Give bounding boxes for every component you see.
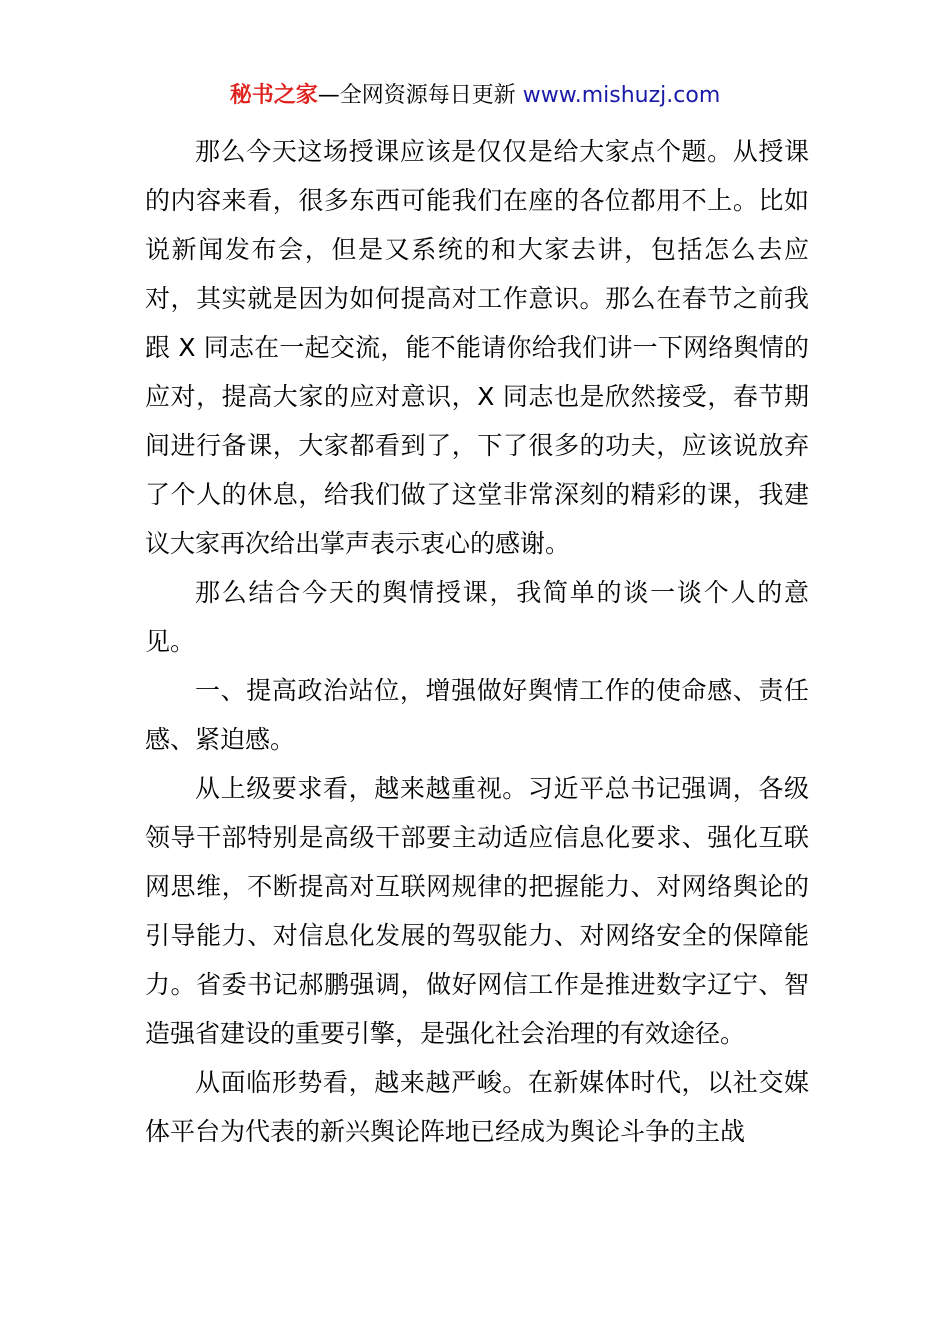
section-heading-1: 一、提高政治站位，增强做好舆情工作的使命感、责任感、紧迫感。 [145, 676, 809, 754]
header-tagline: —全网资源每日更新 [317, 83, 516, 108]
paragraph-opinion-lead: 那么结合今天的舆情授课，我简单的谈一谈个人的意见。 [145, 578, 809, 656]
document-body [145, 127, 809, 1156]
brand-name: 秘书之家 [229, 83, 318, 108]
paragraph-superior-requirements: 从上级要求看，越来越重视。习近平总书记强调，各级领导干部特别是高级干部要主动适应信息化要求、强化互联网思维，不断提高对互联网规律的把握能力、对网络舆论的引导能力、对信息化发展的驾驭能力、对网络安全的保障能力。省委书记郝鹏强调，做好网信工作是推进数字辽宁、智造强省建设的重要引擎，是强化社会治理的有效途径。 [145, 774, 809, 1048]
paragraph-intro: 那么今天这场授课应该是仅仅是给大家点个题。从授课的内容来看，很多东西可能我们在座的各位都用不上。比如说新闻发布会，但是又系统的和大家去讲，包括怎么去应对，其实就是因为如何提高对工作意识。那么在春节之前我跟 X 同志在一起交流，能不能请你给我们讲一下网络舆情的应对，提高大家的应对意识，X 同志也是欣然接受，春节期间进行备课，大家都看到了，下了很多的功夫，应该说放弃了个人的休息，给我们做了这堂非常深刻的精彩的课，我建议大家再次给出掌声表示衷心的感谢。 [145, 137, 809, 558]
site-url-link[interactable]: www.mishuzj.com [522, 83, 721, 108]
site-header [0, 80, 950, 112]
paragraph-situation: 从面临形势看，越来越严峻。在新媒体时代，以社交媒体平台为代表的新兴舆论阵地已经成为舆论斗争的主战 [145, 1068, 809, 1146]
